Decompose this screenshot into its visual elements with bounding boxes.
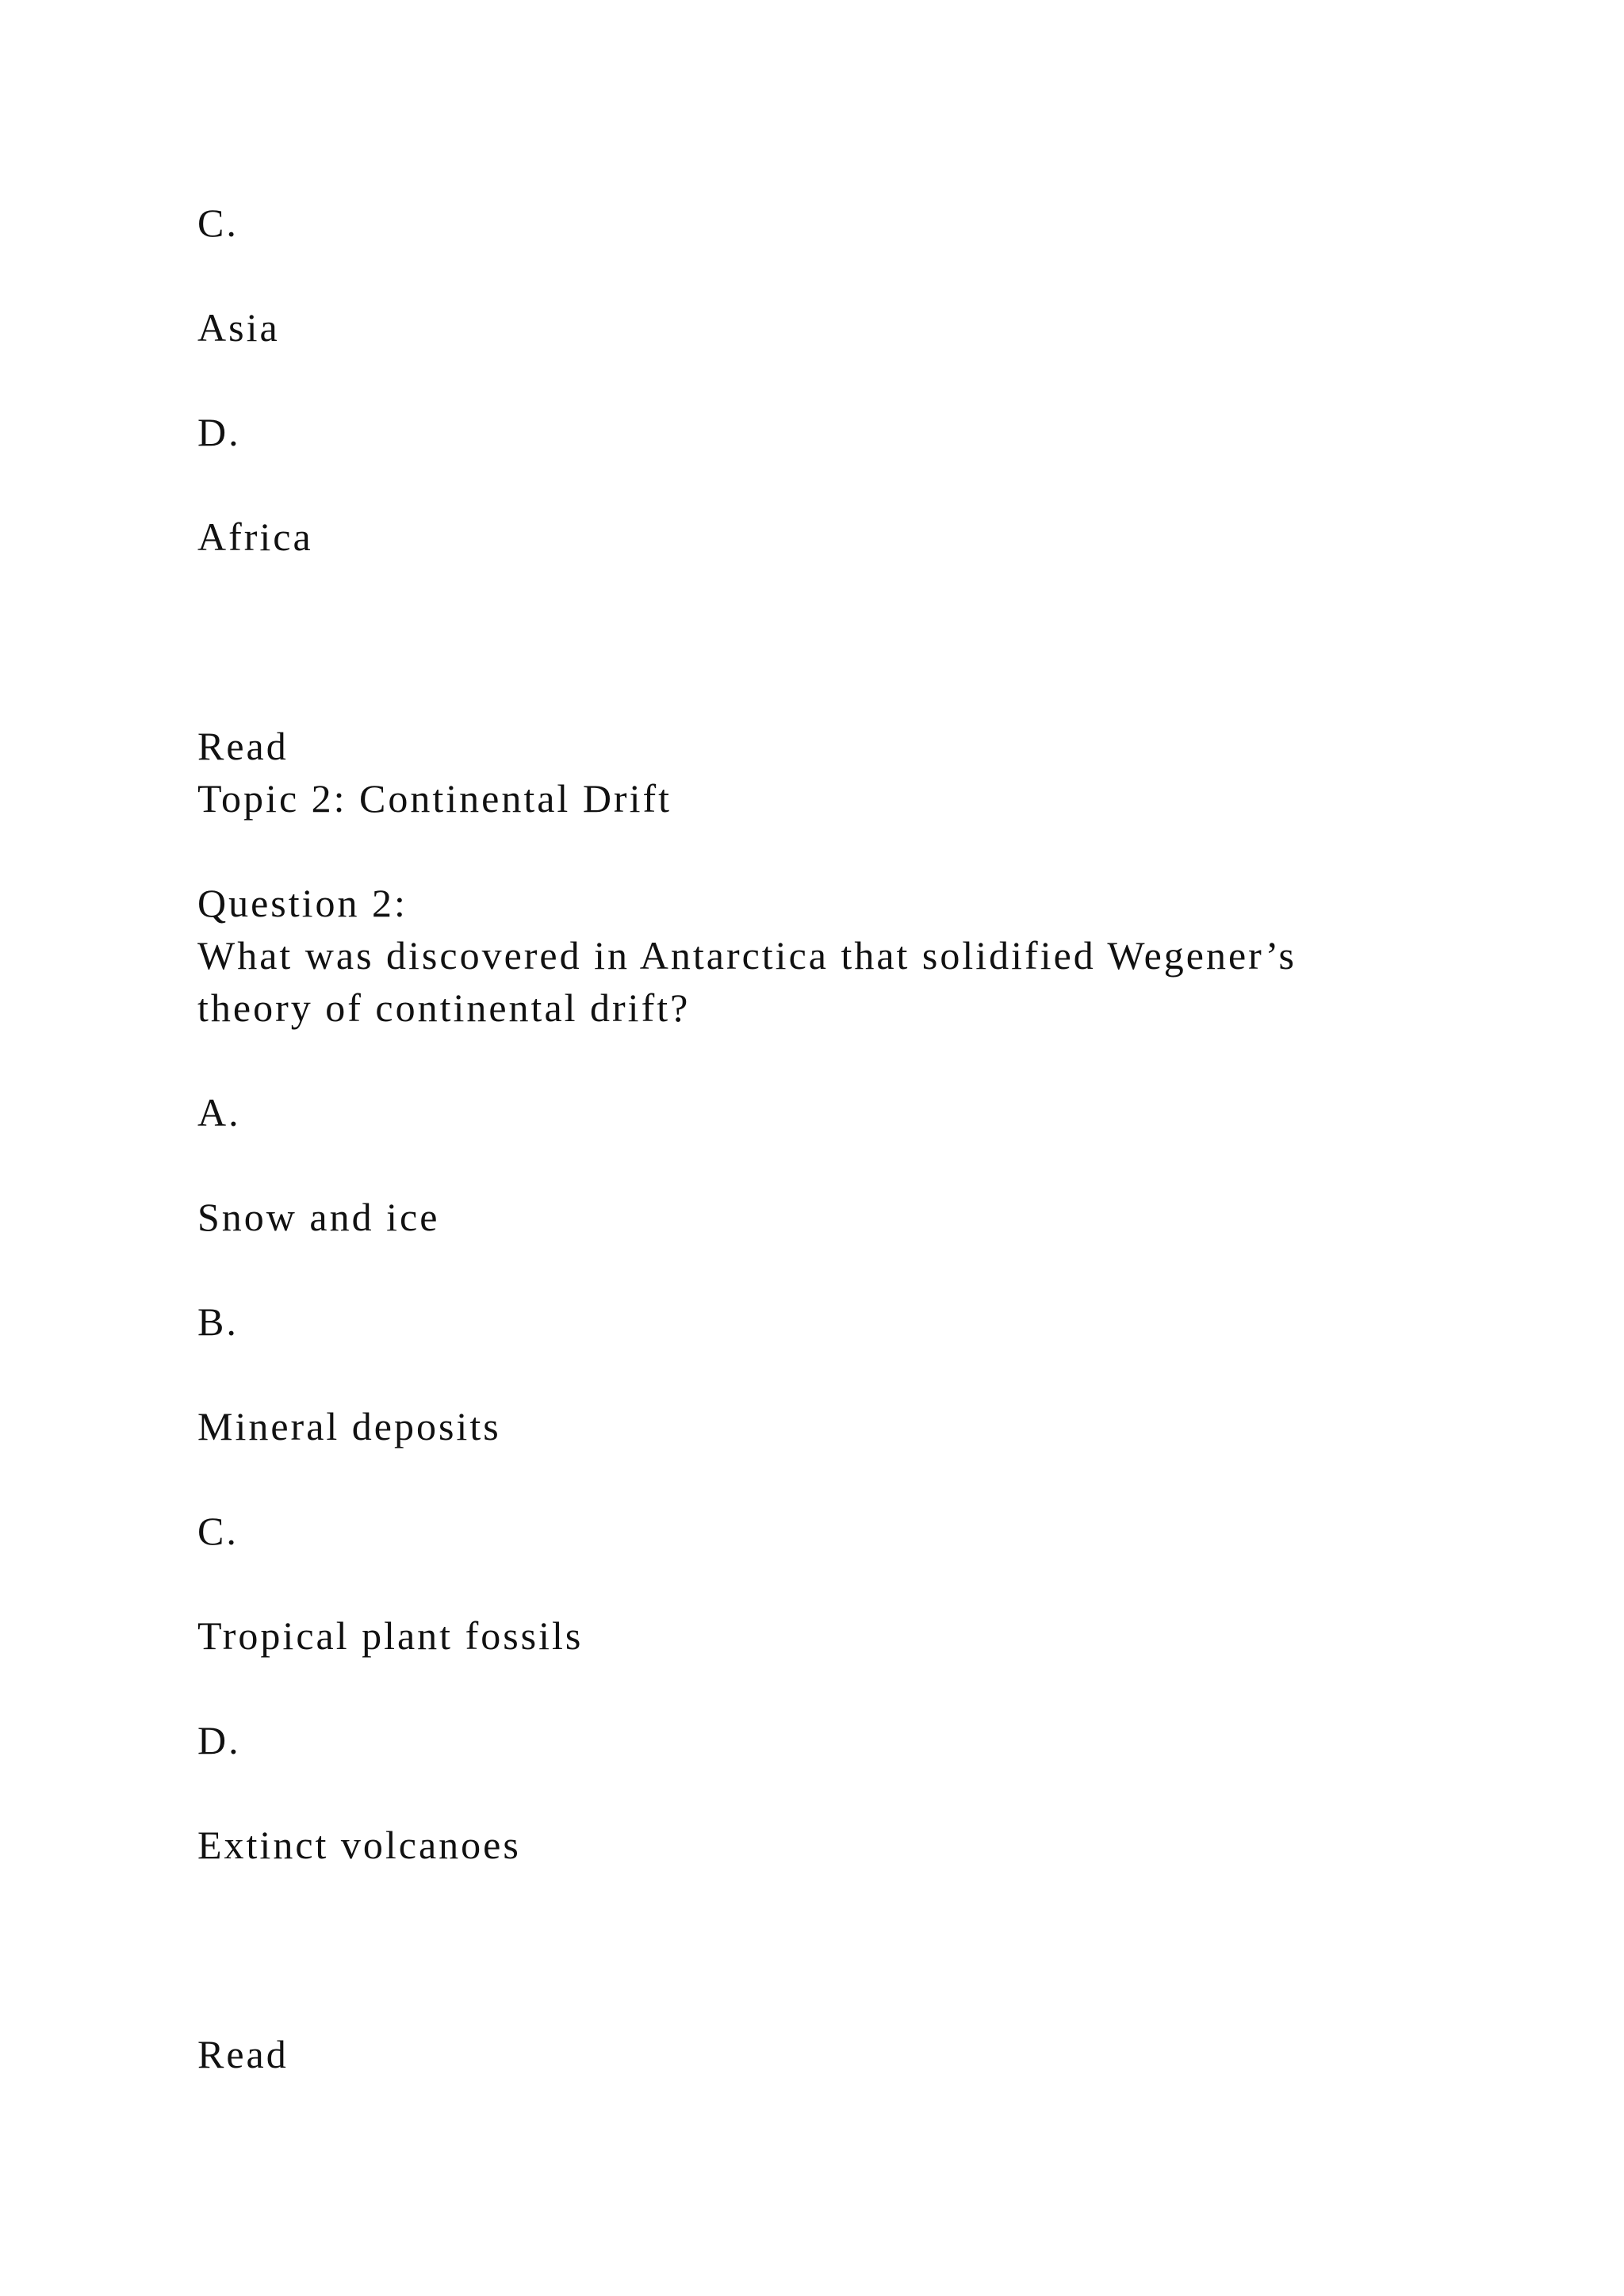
- question-number: Question 2:: [197, 881, 408, 925]
- option-d-letter: D.: [197, 1718, 241, 1762]
- option-c-text: Tropical plant fossils: [197, 1613, 584, 1658]
- prev-option-c-text: Asia: [197, 305, 280, 350]
- option-a-text: Snow and ice: [197, 1195, 440, 1239]
- prev-option-d-text: Africa: [197, 515, 313, 559]
- option-b-letter: B.: [197, 1299, 239, 1344]
- option-c-letter: C.: [197, 1509, 239, 1553]
- prev-option-d-letter: D.: [197, 410, 241, 454]
- read-link-1[interactable]: Read: [197, 724, 289, 768]
- question-text-line-1: What was discovered in Antarctica that solidified Wegener’s: [197, 933, 1297, 978]
- question-text-line-2: theory of continental drift?: [197, 985, 691, 1030]
- option-a-letter: A.: [197, 1090, 241, 1135]
- option-d-text: Extinct volcanoes: [197, 1823, 521, 1867]
- read-link-2[interactable]: Read: [197, 2032, 289, 2076]
- prev-option-c-letter: C.: [197, 201, 239, 245]
- option-b-text: Mineral deposits: [197, 1404, 501, 1448]
- topic-label: Topic 2: Continental Drift: [197, 776, 672, 821]
